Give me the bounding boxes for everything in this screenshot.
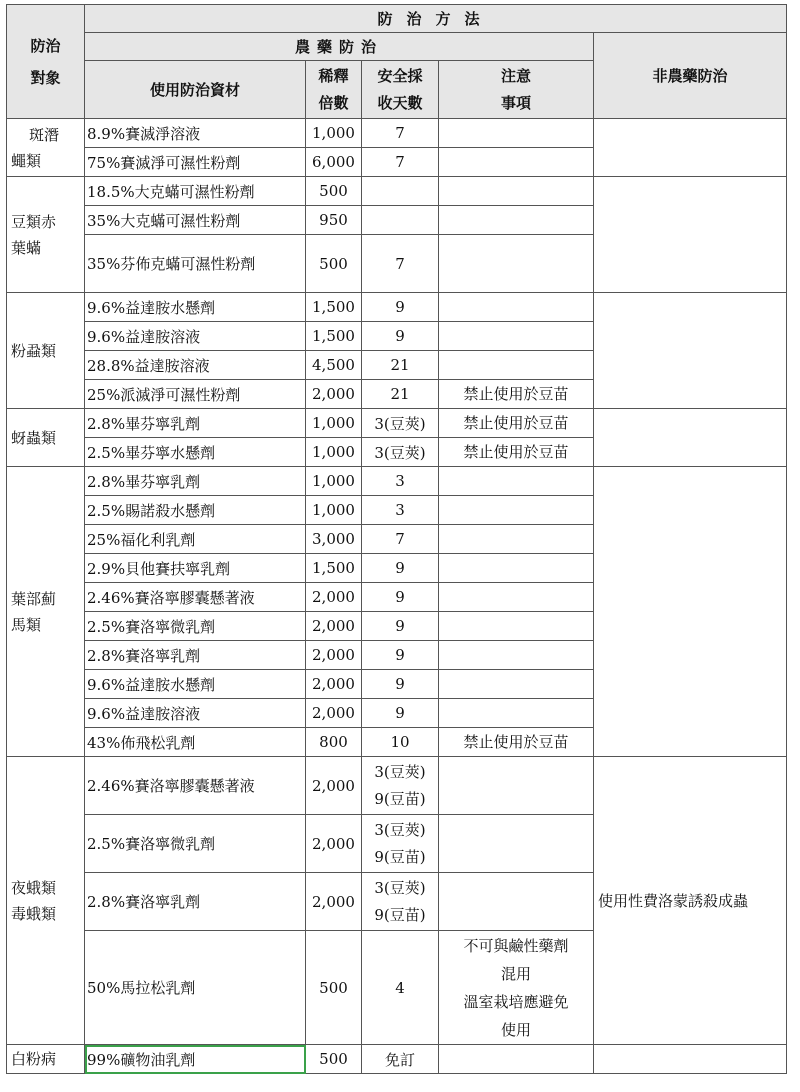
safe-days-cell: 21 xyxy=(362,380,439,409)
safe-days-cell: 7 xyxy=(362,119,439,148)
material-cell: 9.6%益達胺水懸劑 xyxy=(85,670,306,699)
material-cell: 18.5%大克蟎可濕性粉劑 xyxy=(85,177,306,206)
header-safe-days xyxy=(362,61,439,119)
note-cell xyxy=(439,641,594,670)
nonpesticide-cell xyxy=(594,293,787,409)
note-line1: 不可與鹼性藥劑 xyxy=(463,936,569,955)
safe-days-line2: 9(豆苗) xyxy=(374,789,426,808)
target-line1: 白粉病 xyxy=(11,1050,57,1068)
safe-days-cell xyxy=(362,177,439,206)
safe-days-cell: 3 xyxy=(362,496,439,525)
dilution-cell: 4,500 xyxy=(306,351,362,380)
safe-days-cell: 21 xyxy=(362,351,439,380)
header-safe-line2: 收天數 xyxy=(377,93,423,112)
dilution-cell: 500 xyxy=(306,931,362,1045)
note-cell: 禁止使用於豆苗 xyxy=(439,728,594,757)
dilution-cell: 2,000 xyxy=(306,699,362,728)
header-row-1 xyxy=(7,5,787,33)
target-cell xyxy=(7,177,85,293)
safe-days-cell: 3(豆莢) xyxy=(362,409,439,438)
header-methods: 防治方法 xyxy=(85,5,787,33)
material-cell: 8.9%賽滅淨溶液 xyxy=(85,119,306,148)
header-nonpesticide: 非農藥防治 xyxy=(594,33,787,119)
target-cell xyxy=(7,467,85,757)
material-cell: 35%大克蟎可濕性粉劑 xyxy=(85,206,306,235)
dilution-cell: 6,000 xyxy=(306,148,362,177)
target-line2: 葉蟎 xyxy=(11,238,42,257)
table-row xyxy=(7,467,787,496)
dilution-cell: 1,500 xyxy=(306,322,362,351)
safe-days-cell: 9 xyxy=(362,670,439,699)
note-cell xyxy=(439,1045,594,1074)
material-cell: 43%佈飛松乳劑 xyxy=(85,728,306,757)
safe-days-line1: 3(豆莢) xyxy=(374,762,426,781)
note-cell xyxy=(439,583,594,612)
material-cell: 25%派滅淨可濕性粉劑 xyxy=(85,380,306,409)
target-cell xyxy=(7,293,85,409)
safe-days-cell: 10 xyxy=(362,728,439,757)
target-line2: 蠅類 xyxy=(11,151,42,170)
material-cell: 25%福化利乳劑 xyxy=(85,525,306,554)
note-cell: 禁止使用於豆苗 xyxy=(439,409,594,438)
nonpesticide-cell xyxy=(594,119,787,177)
safe-days-cell: 9 xyxy=(362,583,439,612)
dilution-cell: 500 xyxy=(306,235,362,293)
dilution-cell: 2,000 xyxy=(306,612,362,641)
note-cell xyxy=(439,873,594,931)
note-cell xyxy=(439,931,594,1045)
note-cell xyxy=(439,612,594,641)
safe-days-cell xyxy=(362,757,439,815)
target-line2: 毒蛾類 xyxy=(11,904,57,923)
table-row xyxy=(7,293,787,322)
note-cell xyxy=(439,351,594,380)
safe-days-cell: 3 xyxy=(362,467,439,496)
safe-days-line2: 9(豆苗) xyxy=(374,847,426,866)
target-cell xyxy=(7,1045,85,1074)
dilution-cell: 1,000 xyxy=(306,496,362,525)
header-dilution-line1: 稀釋 xyxy=(318,66,349,85)
dilution-cell: 1,000 xyxy=(306,438,362,467)
target-cell xyxy=(7,409,85,467)
dilution-cell: 1,500 xyxy=(306,293,362,322)
target-line1: 豆類赤 xyxy=(11,212,57,231)
safe-days-line1: 3(豆莢) xyxy=(374,878,426,897)
target-line1: 斑潛 xyxy=(29,125,60,144)
note-line4: 使用 xyxy=(500,1020,531,1039)
material-cell: 75%賽滅淨可濕性粉劑 xyxy=(85,148,306,177)
nonpesticide-cell xyxy=(594,177,787,293)
dilution-cell: 2,000 xyxy=(306,583,362,612)
table-row xyxy=(7,177,787,206)
header-note-line2: 事項 xyxy=(500,93,531,112)
note-cell xyxy=(439,235,594,293)
header-target-line1: 防治 xyxy=(30,36,61,55)
header-dilution-line2: 倍數 xyxy=(318,93,349,112)
target-cell xyxy=(7,119,85,177)
note-line2: 混用 xyxy=(500,964,531,983)
table-row xyxy=(7,409,787,438)
target-line1: 夜蛾類 xyxy=(11,878,57,897)
nonpesticide-cell xyxy=(594,1045,787,1074)
material-cell: 2.8%畢芬寧乳劑 xyxy=(85,467,306,496)
target-line1: 粉蝨類 xyxy=(11,341,57,360)
note-cell xyxy=(439,670,594,699)
nonpesticide-cell xyxy=(594,409,787,467)
nonpesticide-cell xyxy=(594,467,787,757)
dilution-cell: 2,000 xyxy=(306,873,362,931)
dilution-cell: 1,000 xyxy=(306,467,362,496)
dilution-cell: 2,000 xyxy=(306,641,362,670)
note-cell xyxy=(439,815,594,873)
dilution-cell: 1,500 xyxy=(306,554,362,583)
material-cell: 35%芬佈克蟎可濕性粉劑 xyxy=(85,235,306,293)
note-cell xyxy=(439,148,594,177)
safe-days-line1: 3(豆莢) xyxy=(374,820,426,839)
header-target-line2: 對象 xyxy=(30,68,61,87)
header-material: 使用防治資材 xyxy=(85,61,306,119)
safe-days-cell: 9 xyxy=(362,322,439,351)
material-cell: 9.6%益達胺水懸劑 xyxy=(85,293,306,322)
safe-days-cell: 4 xyxy=(362,931,439,1045)
safe-days-cell: 7 xyxy=(362,235,439,293)
material-cell: 2.8%賽洛寧乳劑 xyxy=(85,873,306,931)
safe-days-cell: 9 xyxy=(362,293,439,322)
safe-days-cell: 7 xyxy=(362,525,439,554)
dilution-cell: 2,000 xyxy=(306,380,362,409)
nonpesticide-cell: 使用性費洛蒙誘殺成蟲 xyxy=(594,757,787,1045)
table-row xyxy=(7,1045,787,1074)
note-cell xyxy=(439,699,594,728)
note-cell: 禁止使用於豆苗 xyxy=(439,438,594,467)
header-safe-line1: 安全採 xyxy=(377,66,423,85)
dilution-cell: 2,000 xyxy=(306,670,362,699)
table-row xyxy=(7,757,787,815)
material-cell: 2.8%賽洛寧乳劑 xyxy=(85,641,306,670)
header-notes xyxy=(439,61,594,119)
safe-days-cell: 9 xyxy=(362,612,439,641)
header-note-line1: 注意 xyxy=(500,66,531,85)
safe-days-cell: 免訂 xyxy=(362,1045,439,1074)
safe-days-cell: 7 xyxy=(362,148,439,177)
target-line1: 葉部薊 xyxy=(11,589,57,608)
material-cell: 2.46%賽洛寧膠囊懸著液 xyxy=(85,583,306,612)
header-row-2 xyxy=(7,33,787,61)
dilution-cell: 2,000 xyxy=(306,815,362,873)
note-cell xyxy=(439,293,594,322)
note-cell xyxy=(439,119,594,148)
note-cell xyxy=(439,206,594,235)
material-cell-selected[interactable]: 99%礦物油乳劑 xyxy=(85,1045,306,1074)
dilution-cell: 950 xyxy=(306,206,362,235)
dilution-cell: 500 xyxy=(306,1045,362,1074)
material-cell: 9.6%益達胺溶液 xyxy=(85,322,306,351)
material-cell: 2.5%賜諾殺水懸劑 xyxy=(85,496,306,525)
target-line1: 蚜蟲類 xyxy=(11,428,57,447)
safe-days-line2: 9(豆苗) xyxy=(374,905,426,924)
header-target xyxy=(7,5,85,119)
material-cell: 2.5%畢芬寧水懸劑 xyxy=(85,438,306,467)
material-cell: 50%馬拉松乳劑 xyxy=(85,931,306,1045)
header-pesticide: 農藥防治 xyxy=(85,33,594,61)
header-dilution xyxy=(306,61,362,119)
dilution-cell: 800 xyxy=(306,728,362,757)
note-line3: 溫室栽培應避免 xyxy=(463,992,569,1011)
document xyxy=(6,4,787,1074)
material-cell: 2.46%賽洛寧膠囊懸著液 xyxy=(85,757,306,815)
dilution-cell: 3,000 xyxy=(306,525,362,554)
dilution-cell: 1,000 xyxy=(306,119,362,148)
dilution-cell: 1,000 xyxy=(306,409,362,438)
target-line2: 馬類 xyxy=(11,615,42,634)
safe-days-cell: 9 xyxy=(362,554,439,583)
material-cell: 2.5%賽洛寧微乳劑 xyxy=(85,815,306,873)
target-cell xyxy=(7,757,85,1045)
note-cell xyxy=(439,554,594,583)
safe-days-cell xyxy=(362,873,439,931)
safe-days-cell: 9 xyxy=(362,641,439,670)
note-cell: 禁止使用於豆苗 xyxy=(439,380,594,409)
material-cell: 2.8%畢芬寧乳劑 xyxy=(85,409,306,438)
note-cell xyxy=(439,467,594,496)
note-cell xyxy=(439,496,594,525)
pest-control-table xyxy=(6,4,787,1074)
note-cell xyxy=(439,177,594,206)
note-cell xyxy=(439,525,594,554)
note-cell xyxy=(439,757,594,815)
material-cell: 2.5%賽洛寧微乳劑 xyxy=(85,612,306,641)
safe-days-cell: 9 xyxy=(362,699,439,728)
safe-days-cell xyxy=(362,206,439,235)
note-cell xyxy=(439,322,594,351)
safe-days-cell xyxy=(362,815,439,873)
table-row xyxy=(7,119,787,148)
material-cell: 28.8%益達胺溶液 xyxy=(85,351,306,380)
safe-days-cell: 3(豆莢) xyxy=(362,438,439,467)
dilution-cell: 500 xyxy=(306,177,362,206)
dilution-cell: 2,000 xyxy=(306,757,362,815)
material-cell: 2.9%貝他賽扶寧乳劑 xyxy=(85,554,306,583)
material-cell: 9.6%益達胺溶液 xyxy=(85,699,306,728)
